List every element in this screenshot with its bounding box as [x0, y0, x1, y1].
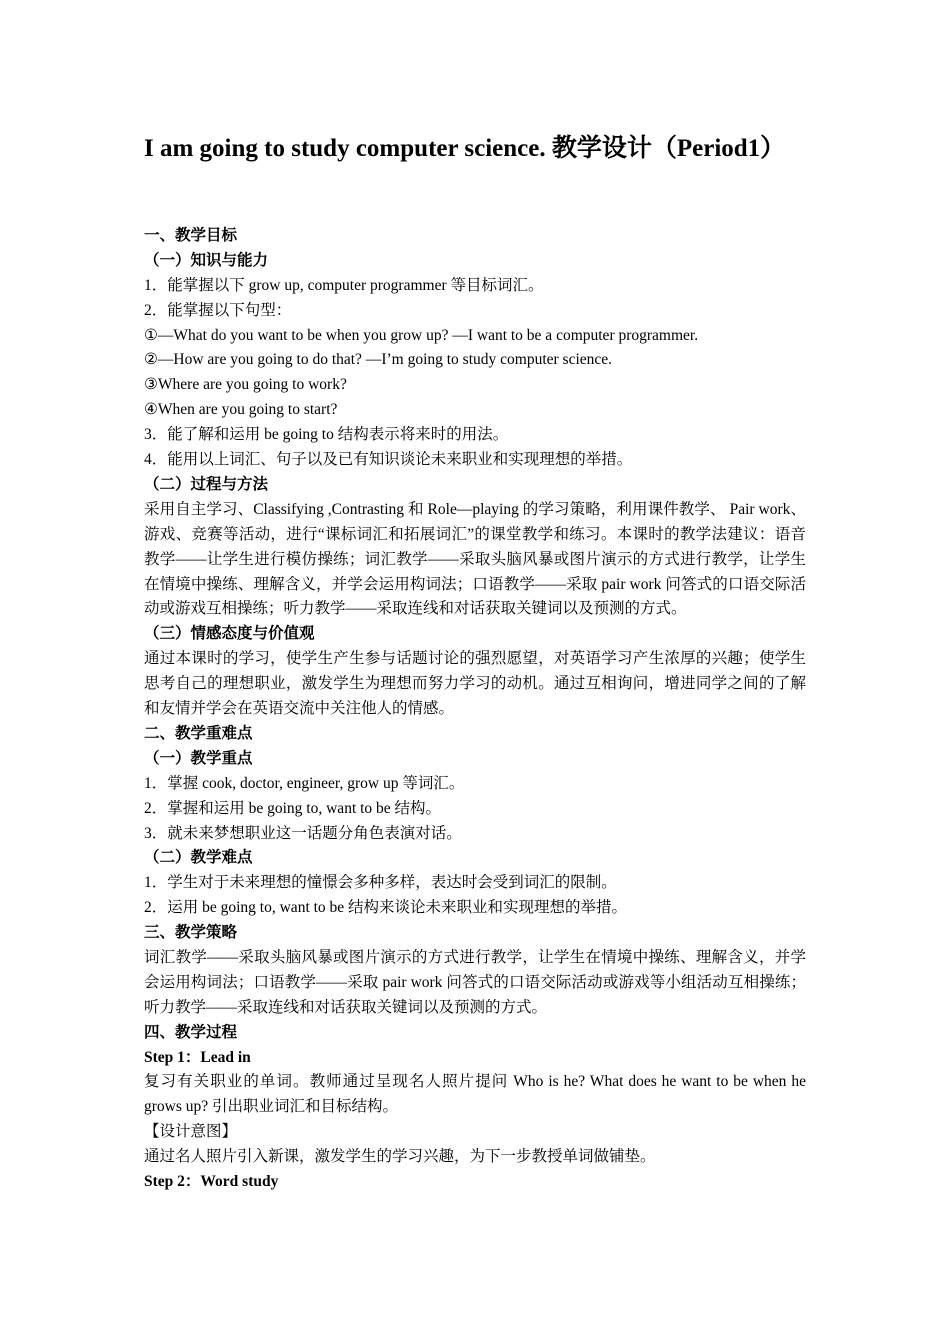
paragraph: 词汇教学——采取头脑风暴或图片演示的方式进行教学，让学生在情境中操练、理解含义，并学会运用构词法；口语教学——采取 pair work 问答式的口语交际活动或游戏等小组活动互相操练；听力教学——采取连线和对话获取关键词以及预测的方式。 [144, 948, 806, 1016]
list-item: ①—What do you want to be when you grow up? —I want to be a computer programmer. [144, 326, 699, 344]
paragraph: 通过本课时的学习，使学生产生参与话题讨论的强烈愿望，对英语学习产生浓厚的兴趣；使学生思考自己的理想职业，激发学生为理想而努力学习的动机。通过互相询问，增进同学之间的了解和友情并学会在英语交流中关注他人的情感。 [144, 650, 806, 718]
section-heading: 四、教学过程 [144, 1023, 238, 1041]
list-item: 2．能掌握以下句型： [144, 301, 292, 319]
section-heading: 二、教学重难点 [144, 724, 253, 742]
list-item: 1．能掌握以下 grow up, computer programmer 等目标词汇。 [144, 276, 544, 294]
step-heading: Step 1：Lead in [144, 1048, 251, 1066]
document-title: I am going to study computer science. 教学设计（Period1） [144, 135, 786, 162]
list-item: ④When are you going to start? [144, 401, 338, 419]
paragraph: 复习有关职业的单词。教师通过呈现名人照片提问 Who is he? What does he want to be when he grows up? 引出职业词汇和目标结构。 [144, 1073, 806, 1116]
design-intent-label: 【设计意图】 [144, 1123, 238, 1141]
list-item: 1．掌握 cook, doctor, engineer, grow up 等词汇。 [144, 774, 465, 792]
list-item: 3．就未来梦想职业这一话题分角色表演对话。 [144, 824, 462, 842]
subsection-heading: （一）知识与能力 [144, 251, 269, 269]
document-body [144, 224, 806, 1195]
subsection-heading: （三）情感态度与价值观 [144, 625, 315, 643]
list-item: ②—How are you going to do that? —I’m going to study computer science. [144, 351, 613, 369]
list-item: 4．能用以上词汇、句子以及已有知识谈论未来职业和实现理想的举措。 [144, 451, 633, 469]
subsection-heading: （一）教学重点 [144, 749, 253, 767]
section-heading: 三、教学策略 [144, 924, 238, 942]
paragraph: 通过名人照片引入新课，激发学生的学习兴趣，为下一步教授单词做铺垫。 [144, 1148, 656, 1166]
section-heading: 一、教学目标 [144, 227, 238, 244]
list-item: 3．能了解和运用 be going to 结构表示将来时的用法。 [144, 426, 509, 444]
list-item: 2．掌握和运用 be going to, want to be 结构。 [144, 799, 442, 817]
list-item: ③Where are you going to work? [144, 376, 347, 394]
subsection-heading: （二）教学难点 [144, 849, 253, 867]
subsection-heading: （二）过程与方法 [144, 475, 269, 493]
list-item: 2．运用 be going to, want to be 结构来谈论未来职业和实现理想的举措。 [144, 899, 628, 917]
list-item: 1．学生对于未来理想的憧憬会多种多样，表达时会受到词汇的限制。 [144, 874, 617, 892]
step-heading: Step 2：Word study [144, 1173, 279, 1191]
paragraph: 采用自主学习、Classifying ,Contrasting 和 Role—playing 的学习策略，利用课件教学、 Pair work、游戏、竞赛等活动，进行“课标词汇和拓展词汇”的课堂教学和练习。本课时的教学法建议：语音教学——让学生进行模仿操练；词汇教学——采取头脑风暴或图片演示的方式进行教学，让学生在情境中操练、理解含义，并学会运用构词法；口语教学——采取 pair work 问答式的口语交际活动或游戏互相操练；听力教学——采取连线和对话获取关键词以及预测的方式。 [144, 500, 806, 618]
